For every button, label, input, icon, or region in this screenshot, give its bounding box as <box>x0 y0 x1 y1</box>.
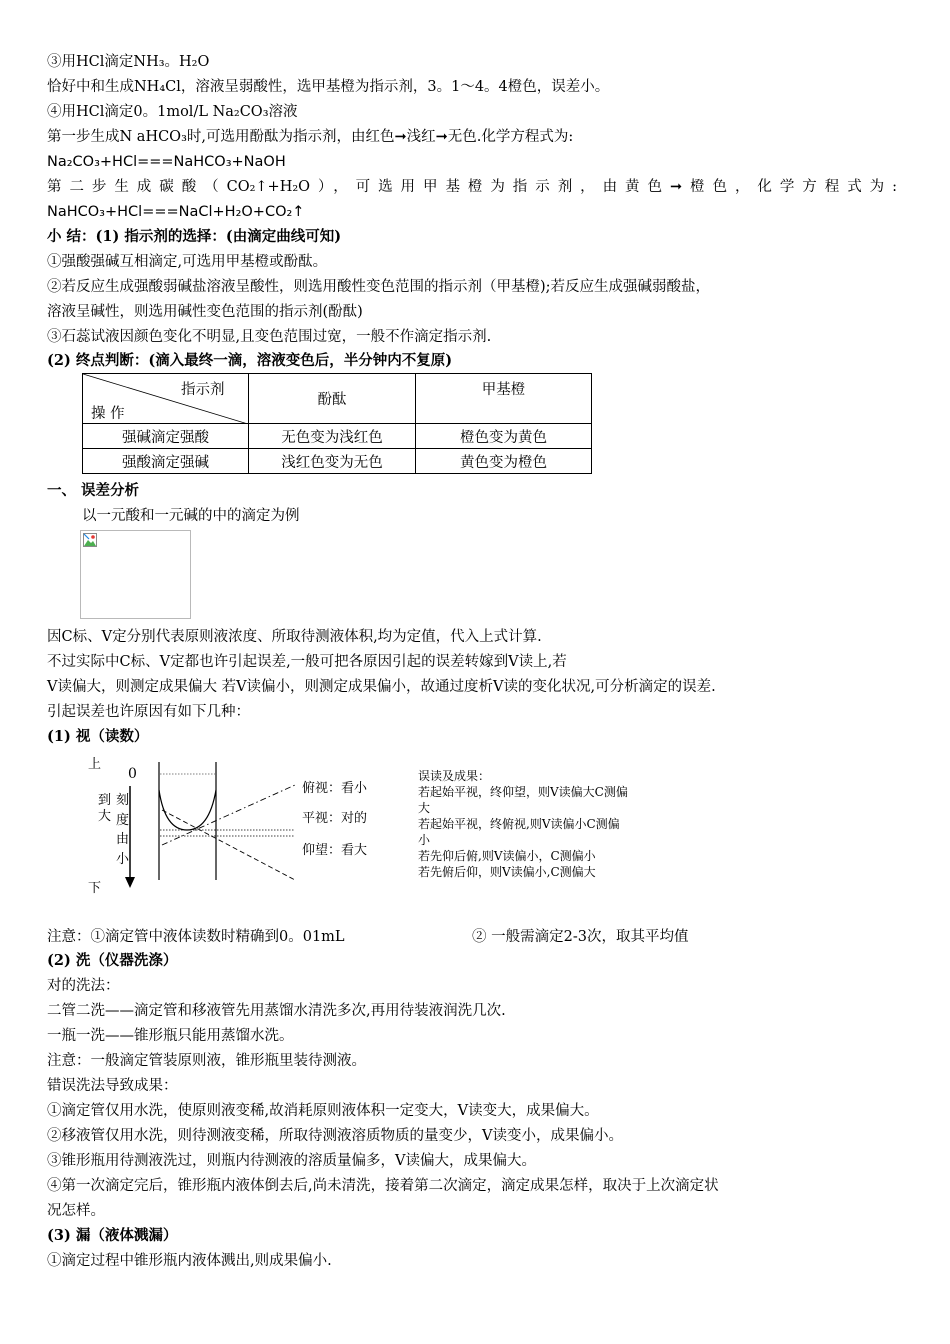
text-line: 错误洗法导致成果： <box>47 1078 178 1094</box>
label-down: 下 <box>88 881 102 896</box>
table-cell: 强碱滴定强酸 <box>83 424 249 449</box>
section-heading: 小 结：(1) 指示剂的选择：(由滴定曲线可知) <box>47 228 342 245</box>
sight-line-up <box>162 810 295 880</box>
note-line: 大 <box>418 801 431 815</box>
text-line: ② 一般需滴定2-3次，取其平均值 <box>472 929 689 945</box>
text-line: 注意：①滴定管中液体读数时精确到0。01mL <box>47 929 345 945</box>
equation: Na₂CO₃+HCl===NaHCO₃+NaOH <box>47 154 286 170</box>
table-cell: 浅红色变为无色 <box>249 449 416 474</box>
header-phenolphthalein: 酚酞 <box>249 374 416 424</box>
arrow-head-icon <box>125 877 135 888</box>
text-line: ①强酸强碱互相滴定,可选用甲基橙或酚酞。 <box>47 254 328 270</box>
equation: NaHCO₃+HCl===NaCl+H₂O+CO₂↑ <box>47 204 305 220</box>
scale-char: 小 <box>116 852 130 867</box>
text-line: 二管二洗——滴定管和移液管先用蒸馏水清洗多次,再用待装液润洗几次. <box>47 1003 506 1019</box>
text-line: 恰好中和生成NH₄Cl，溶液呈弱酸性，选甲基橙为指示剂，3。1～4。4橙色，误差小。 <box>47 79 610 95</box>
text-line: ④第一次滴定完后，锥形瓶内液体倒去后,尚未清洗，接着第二次滴定，滴定成果怎样，取决于上次滴定状 <box>47 1178 719 1194</box>
header-indicator: 指示剂 <box>181 382 225 398</box>
table-cell: 强酸滴定强碱 <box>83 449 249 474</box>
indicator-table <box>82 373 592 474</box>
note-line: 若先仰后俯,则V读偏小，C测偏小 <box>418 849 596 863</box>
view-label: 平视：对的 <box>302 811 368 826</box>
section-heading: (2) 终点判断：(滴入最终一滴，溶液变色后，半分钟内不复原) <box>47 352 453 369</box>
table-row <box>83 424 592 449</box>
table-cell: 橙色变为黄色 <box>416 424 592 449</box>
text-line: ①滴定管仅用水洗，使原则液变稀,故消耗原则液体积一定变大，V读变大，成果偏大。 <box>47 1103 599 1119</box>
text-line: ①滴定过程中锥形瓶内液体溅出,则成果偏小. <box>47 1253 332 1269</box>
table-header-diagonal <box>83 374 249 424</box>
text-line: 注意：一般滴定管装原则液，锥形瓶里装待测液。 <box>47 1053 366 1069</box>
text-line: 溶液呈碱性，则选用碱性变色范围的指示剂(酚酞) <box>47 304 363 320</box>
text-line: 第一步生成N aHCO₃时,可选用酚酞为指示剂，由红色➞浅红➞无色.化学方程式为: <box>47 129 574 145</box>
text-line: 况怎样。 <box>47 1203 105 1219</box>
table-row <box>83 449 592 474</box>
text-line: 以一元酸和一元碱的中的滴定为例 <box>82 508 300 524</box>
table-cell: 黄色变为橙色 <box>416 449 592 474</box>
label-zero: 0 <box>128 766 137 782</box>
view-label: 仰望：看大 <box>302 843 368 858</box>
text-line: 对的洗法： <box>47 978 120 994</box>
broken-image-placeholder <box>80 530 191 619</box>
text-line: 不过实际中C标、V定都也许引起误差,一般可把各原因引起的误差转嫁到V读上,若 <box>47 654 567 670</box>
section-heading: (2) 洗（仪器洗涤） <box>47 952 178 969</box>
text-line: ③锥形瓶用待测液洗过，则瓶内待测液的溶质量偏多，V读偏大，成果偏大。 <box>47 1153 536 1169</box>
text-line: ③用HCl滴定NH₃。H₂O <box>47 54 210 70</box>
broken-image-icon <box>83 533 97 547</box>
table-cell: 无色变为浅红色 <box>249 424 416 449</box>
text-line: V读偏大，则测定成果偏大 若V读偏小，则测定成果偏小，故通过度析V读的变化状况,可分析滴定的误差. <box>47 679 716 695</box>
note-line: 误读及成果： <box>418 769 491 783</box>
text-line: 引起误差也许原因有如下几种： <box>47 704 250 720</box>
scale-char: 大 <box>98 809 112 824</box>
section-heading: 一、 误差分析 <box>47 482 140 499</box>
header-operation: 操 作 <box>91 406 125 422</box>
scale-char: 度 <box>116 813 130 828</box>
text-line: ③石蕊试液因颜色变化不明显,且变色范围过宽，一般不作滴定指示剂. <box>47 329 492 345</box>
header-methyl-orange: 甲基橙 <box>416 374 592 424</box>
text-line: 因C标、V定分别代表原则液浓度、所取待测液体积,均为定值，代入上式计算. <box>47 629 542 645</box>
section-heading: (3) 漏（液体溅漏） <box>47 1227 178 1244</box>
text-line: ④用HCl滴定0。1mol/L Na₂CO₃溶液 <box>47 104 298 120</box>
meniscus <box>159 790 216 830</box>
note-line: 若先俯后仰，则V读偏小,C测偏大 <box>418 865 596 879</box>
note-line: 小 <box>418 833 431 847</box>
label-up: 上 <box>88 757 102 772</box>
burette-reading-diagram <box>0 750 760 900</box>
text-line: ②移液管仅用水洗，则待测液变稀，所取待测液溶质物质的量变少，V读变小，成果偏小。 <box>47 1128 623 1144</box>
note-line: 若起始平视，终俯视,则V读偏小C测偏 <box>418 817 620 831</box>
text-line: 一瓶一洗——锥形瓶只能用蒸馏水洗。 <box>47 1028 294 1044</box>
scale-char: 到 <box>98 793 112 808</box>
note-line: 若起始平视，终仰望，则V读偏大C测偏 <box>418 785 628 799</box>
text-line: ②若反应生成强酸弱碱盐溶液呈酸性，则选用酸性变色范围的指示剂（甲基橙);若反应生成强碱弱酸盐， <box>47 279 711 295</box>
scale-char: 刻 <box>116 793 130 808</box>
text-line: 第二步生成碳酸（CO₂↑+H₂O），可选用甲基橙为指示剂，由黄色➞橙色，化学方程式为: <box>47 179 897 195</box>
view-label: 俯视：看小 <box>302 781 368 796</box>
scale-char: 由 <box>116 832 130 847</box>
section-heading: (1) 视（读数） <box>47 728 149 745</box>
